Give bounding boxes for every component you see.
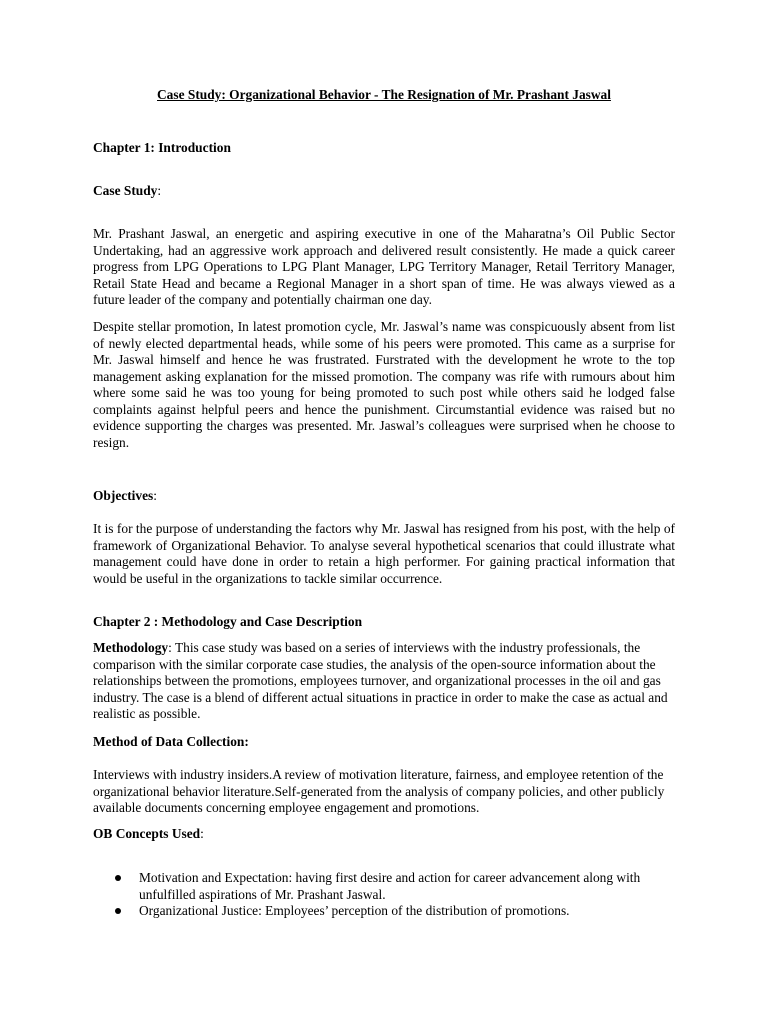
objectives-heading: Objectives: <box>93 488 157 503</box>
case-study-heading: Case Study: <box>93 183 162 198</box>
data-collection-heading: Method of Data Collection: <box>93 734 249 749</box>
list-item: Organizational Justice: Employees’ perception of the distribution of promotions. <box>93 903 675 920</box>
document-title: Case Study: Organizational Behavior - The Resignation of Mr. Prashant Jaswal <box>157 87 611 102</box>
chapter2-heading: Chapter 2 : Methodology and Case Description <box>93 614 363 629</box>
bullet-icon <box>115 875 121 881</box>
methodology-paragraph: Methodology: This case study was based on a series of interviews with the industry professionals, the comparison with the similar corporate case studies, the analysis of the open-source information about the relationships between the promotions, employees turnover, and organizational processes in the oil and gas industry. The case is a blend of different actual situations in practice in order to make the case as actual and realistic as possible. <box>93 640 668 721</box>
list-item: Motivation and Expectation: having first desire and action for career advancement along with unfulfilled aspirations of Mr. Prashant Jaswal. <box>93 870 675 903</box>
case-study-paragraph-1: Mr. Prashant Jaswal, an energetic and aspiring executive in one of the Maharatna’s Oil Public Sector Undertaking, had an aggressive work approach and delivered result consistently. He made a quick career progress from LPG Operations to LPG Plant Manager, LPG Territory Manager, Retail Territory Manager, Retail State Head and became a Regional Manager in a short span of time. He was always viewed as a future leader of the company and potentially chairman one day. <box>93 226 675 307</box>
bullet-icon <box>115 908 121 914</box>
objectives-paragraph: It is for the purpose of understanding the factors why Mr. Jaswal has resigned from his post, with the help of framework of Organizational Behavior. To analyse several hypothetical scenarios that could illustrate what management could have done in order to retain a high performer. For gaining practical information that would be useful in the organizations to tackle similar occurrence. <box>93 521 675 586</box>
ob-concepts-list <box>93 870 675 920</box>
data-collection-paragraph: Interviews with industry insiders.A review of motivation literature, fairness, and employee retention of the organizational behavior literature.Self-generated from the analysis of company policies, and other publicly available documents concerning employee engagement and promotions. <box>93 767 665 815</box>
case-study-paragraph-2: Despite stellar promotion, In latest promotion cycle, Mr. Jaswal’s name was conspicuously absent from list of newly elected departmental heads, while some of his peers were promoted. This came as a surprise for Mr. Jaswal himself and hence he was frustrated. Furstrated with the development he wrote to the top management asking explanation for the missed promotion. The company was rife with rumours about him where some said he was too young for being promoted to such post while others said he lodged false complaints against helpful peers and hence the punishment. Circumstantial evidence was raised but no evidence supporting the charges was presented. Mr. Jaswal’s colleagues were surprised when he choose to resign. <box>93 319 675 450</box>
chapter1-heading: Chapter 1: Introduction <box>93 140 231 155</box>
ob-concepts-heading: OB Concepts Used: <box>93 826 204 841</box>
